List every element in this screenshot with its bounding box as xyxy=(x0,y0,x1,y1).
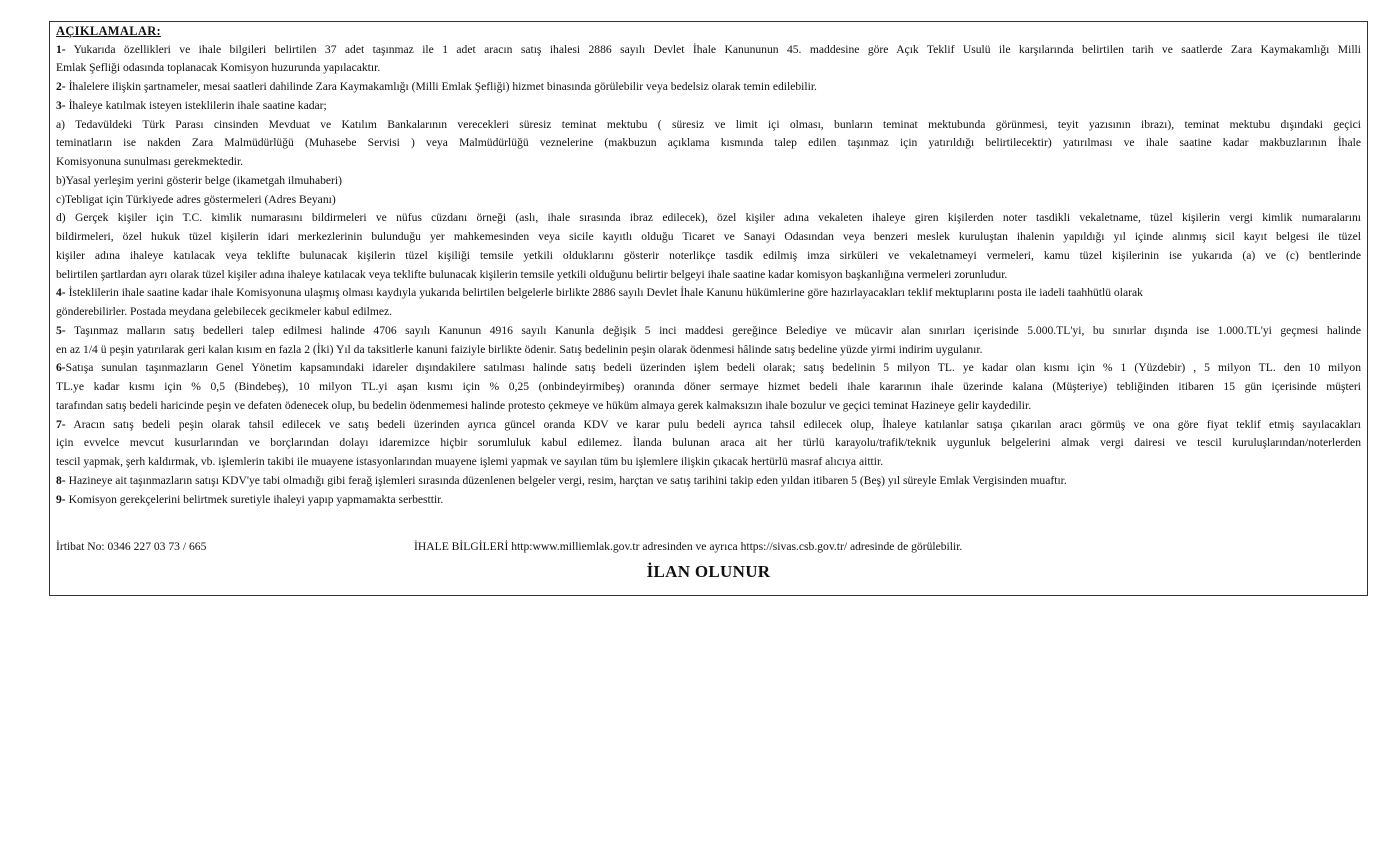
item-number: 5- xyxy=(56,323,66,337)
line-text: Yukarıda özellikleri ve ihale bilgileri belirtilen 37 adet taşınmaz ile 1 adet aracın satış ihalesi 2886 sayılı Devlet İhale Kanununun 45. maddesine göre Açık Teklif Usulü ile karşılarında belirtilen tarih ve saatlerde Zara Kaymakamlığı Milli xyxy=(65,42,1361,56)
notice-line xyxy=(56,303,1361,322)
line-text: bildirmeleri, özel hukuk tüzel kişilerin idari merkezlerinin bulunduğu yer mahkemesinden veya sicile kayıtlı olduğu Ticaret ve Sanayi Odasından veya benzeri meslek kuruluştan ihalenin yapıldığı yıl içinde alınmış sicil kayıt belgesi ile tüzel xyxy=(56,230,1361,243)
notice-line xyxy=(56,116,1361,135)
notice-line xyxy=(56,97,1361,116)
notice-line xyxy=(56,153,1361,172)
notice-line xyxy=(56,209,1361,228)
notice-line xyxy=(56,397,1361,416)
line-text: gönderebilirler. Postada meydana gelebilecek gecikmeler kabul edilmez. xyxy=(56,305,393,318)
line-text: Taşınmaz malların satış bedelleri talep edilmesi halinde 4706 sayılı Kanunun 4916 sayılı Kanunla değişik 5 inci maddesi gereğince Belediye ve mücavir alan sınırları içerisinde 5.000.TL'yi, bu sınırlar dışında ise 1.000.TL'yi geçmesi halinde xyxy=(65,323,1361,337)
line-text: Aracın satış bedeli peşin olarak tahsil edilecek ve satış bedeli üzerinden ayrıca güncel oranda KDV ve karar pulu bedeli ayrıca tahsil edilecek olup, İhaleye katılanlar satışa çıkarılan aracı görmüş ve ona göre fiyat teklif etmiş sayılacakları xyxy=(65,417,1361,431)
line-text: Komisyon gerekçelerini belirtmek suretiyle ihaleyi yapıp yapmamakta serbesttir. xyxy=(65,492,444,506)
notice-line xyxy=(56,59,1361,78)
tender-info-line: İHALE BİLGİLERİ http:www.milliemlak.gov.tr adresinden ve ayrıca https://sivas.csb.gov.tr/ adresinde de görülebilir. xyxy=(414,540,963,553)
line-text: a) Tedavüldeki Türk Parası cinsinden Mevduat ve Katılım Bankalarının verecekleri süresiz teminat mektubu ( süresiz ve limit içi olması, bunların teminat mektubunda görünmesi, teyit yazısının ibrazı), teminat mektubu dışındaki geçici xyxy=(56,117,1361,131)
item-number: 2- xyxy=(56,80,66,93)
notice-line xyxy=(56,228,1361,247)
notice-line xyxy=(56,472,1361,491)
line-text: d) Gerçek kişiler için T.C. kimlik numarasını bildirmeleri ve nüfus cüzdanı örneği (aslı, ihale sırasında ibraz edilecek), özel kişiler adına vekaleten ihaleye giren kişilerden noter tasdikli vekaletname, tüzel kişilerin vergi kimlik numaralarını xyxy=(56,211,1361,225)
notice-line xyxy=(56,78,1361,97)
item-number: 1- xyxy=(56,42,66,56)
line-text: İhalelere ilişkin şartnameler, mesai saatleri dahilinde Zara Kaymakamlığı (Milli Emlak Şefliği) hizmet binasında görülebilir veya bedelsiz olarak temin edilebilir. xyxy=(65,80,817,93)
notice-line xyxy=(56,341,1361,360)
notice-line xyxy=(56,491,1361,510)
line-text: Komisyonuna sunulması gerekmektedir. xyxy=(56,155,244,168)
line-text: c)Tebligat için Türkiyede adres göstermeleri (Adres Beyanı) xyxy=(56,192,336,206)
item-number: 9- xyxy=(56,492,66,506)
notice-line xyxy=(56,191,1361,210)
line-text: Satışa sunulan taşınmazların Genel Yönetim kapsamındaki idareler dışındakilere satılması halinde satış bedeli üzerinden işlem bedeli olarak; satış bedelinin 5 milyon TL. ye kadar olan kısmı için % 1 (Yüzdebir) , 5 milyon TL. den 10 milyon xyxy=(65,361,1361,375)
line-text: İsteklilerin ihale saatine kadar ihale Komisyonuna ulaşmış olması kaydıyla yukarıda belirtilen belgelerle birlikte 2886 sayılı Devlet İhale Kanunu hükümlerine göre hazırlayacakları teklif mektuplarını posta ile iadeli taahhütlü olarak xyxy=(65,286,1143,300)
line-text: teminatların ise nakden Zara Malmüdürlüğü (Muhasebe Servisi ) veya Malmüdürlüğü veznelerine (makbuzun açıklama kısmında talep edilen taşınmaz için yatırıldığı belirtilecektir) yatırılması ve ihale saatine kadar makbuzlarının İhale xyxy=(56,136,1361,150)
item-number: 3- xyxy=(56,98,66,112)
notice-line xyxy=(56,322,1361,341)
line-text: tarafından satış bedeli haricinde peşin ve defaten ödenecek olup, bu bedelin ödenmemesi halinde protesto çekmeye ve hüküm almaya gerek kalmaksızın ihale bozulur ve geçici teminat Hazineye gelir kaydedilir. xyxy=(56,398,1032,412)
line-text: belirtilen şartlardan ayrı olarak tüzel kişiler adına ihaleye katılacak veya teklifte bulunacak kişilerin temsile yetkili olduğunu belirtir belgeyi ihale saatine kadar komisyon başkanlığına vermeleri zorunludur. xyxy=(56,267,1008,281)
item-number: 4- xyxy=(56,286,66,300)
line-text: tescil yapmak, şerh kaldırmak, vb. işlemlerin takibi ile muayene istasyonlarından muayene işlemi yapmak ve sayılan tüm bu işlemlere ilişkin çıkacak hertürlü masraf alıcıya aittir. xyxy=(56,455,884,468)
line-text: kişiler adına ihaleye katılacak veya teklifte bulunacak kişilerin tüzel kişiliği temsile yetkili olduklarını gösterir noterlikçe tasdik edilmiş imza sirküleri ve vekaletnameyi vermeleri, kamu tüzel kişilerinin ise yukarıda (a) ve (c) bentlerinde xyxy=(56,248,1361,262)
notice-line xyxy=(56,434,1361,453)
notice-heading: AÇIKLAMALAR: xyxy=(56,24,161,38)
line-text: Emlak Şefliği odasında toplanacak Komisyon huzurunda yapılacaktır. xyxy=(56,61,381,75)
notice-line xyxy=(56,247,1361,266)
line-text: TL.ye kadar kısmı için % 0,5 (Bindebeş), 10 milyon TL.yi aşan kısmı için % 0,25 (onbindeyirmibeş) oranında döner sermaye hizmet bedeli ihale kararının ihale üzerinde kalana (Müşteriye) tebliğinden itibaren 15 gün içerisinde müşteri xyxy=(56,380,1361,393)
item-number: 7- xyxy=(56,417,66,431)
item-number: 6- xyxy=(56,361,66,375)
notice-line xyxy=(56,453,1361,472)
notice-line xyxy=(56,134,1361,153)
notice-line xyxy=(56,416,1361,435)
contact-number: İrtibat No: 0346 227 03 73 / 665 xyxy=(56,540,207,553)
line-text: Hazineye ait taşınmazların satışı KDV'ye tabi olmadığı gibi ferağ işlemleri sırasında düzenlenen belgeler vergi, resim, harçtan ve satış tarihini takip eden yıldan itibaren 5 (Beş) yıl süreyle Emlak Vergisinden muaftır. xyxy=(65,473,1067,487)
notice-line xyxy=(56,266,1361,285)
closing-statement: İLAN OLUNUR xyxy=(646,562,771,581)
notice-line xyxy=(56,359,1361,378)
notice-line xyxy=(56,172,1361,191)
line-text: için evvelce mevcut kusurlarından ve borçlarından dolayı idaremizce hiçbir sorumluluk kabul edilemez. İlanda bulunan araca ait her türlü karayolu/trafik/teknik uygunluk belgelerini almak vergi dairesi ve tescil kuruluşlarından/noterlerden xyxy=(56,436,1361,450)
notice-line xyxy=(56,284,1361,303)
notice-line xyxy=(56,41,1361,60)
item-number: 8- xyxy=(56,473,66,487)
line-text: İhaleye katılmak isteyen isteklilerin ihale saatine kadar; xyxy=(65,98,327,112)
notice-line xyxy=(56,378,1361,397)
line-text: en az 1/4 ü peşin yatırılarak geri kalan kısım en fazla 2 (İki) Yıl da taksitlerle kanuni faiziyle birlikte ödenir. Satış bedelinin peşin olarak ödenmesi hâlinde satış bedeline yüzde yirmi indirim uygulanır. xyxy=(56,342,983,356)
line-text: b)Yasal yerleşim yerini gösterir belge (ikametgah ilmuhaberi) xyxy=(56,173,343,187)
notice-box xyxy=(49,21,1368,596)
